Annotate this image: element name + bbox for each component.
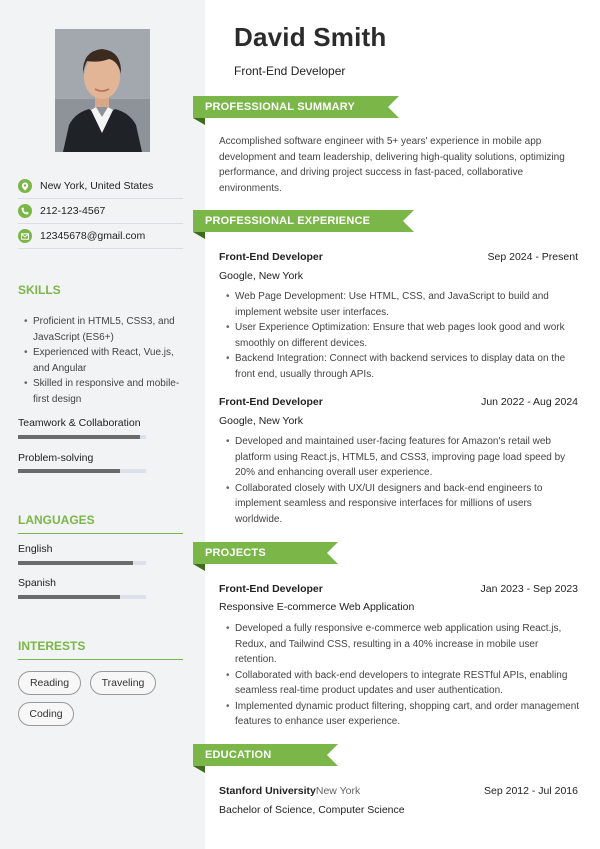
interest-tag: Coding xyxy=(18,702,74,726)
mail-icon xyxy=(18,229,32,243)
job-bullet: • User Experience Optimization: Ensure that web pages look good and work smoothly on different devices. xyxy=(226,320,581,351)
language-level-bar xyxy=(18,595,146,599)
interests-heading: INTERESTS xyxy=(18,639,183,660)
project-name: Responsive E-commerce Web Application xyxy=(219,601,415,613)
skill-item: • Experienced with React, Vue.js, and Angular xyxy=(24,345,184,376)
person-name: David Smith xyxy=(234,22,387,52)
interest-tag: Traveling xyxy=(90,671,156,695)
skill-level-label: Teamwork & Collaboration xyxy=(18,417,141,429)
language-label: English xyxy=(18,543,53,555)
school-location: New York xyxy=(315,785,361,797)
languages-heading: LANGUAGES xyxy=(18,513,183,534)
job-bullet: • Developed and maintained user-facing features for Amazon's retail web platform using React.js, HTML5, and CSS3, improving page load speed by 20% and enhancing overall user experience. xyxy=(226,434,581,481)
location-pin-icon xyxy=(18,179,32,193)
job-dates: Jun 2022 - Aug 2024 xyxy=(481,396,578,408)
job-role: Front-End Developer xyxy=(219,396,323,408)
language-level-bar xyxy=(18,561,146,565)
education-dates: Sep 2012 - Jul 2016 xyxy=(484,785,578,797)
profile-photo xyxy=(55,29,150,152)
contact-phone-text: 212-123-4567 xyxy=(40,205,106,217)
job-company: Google, New York xyxy=(219,270,304,282)
skills-list xyxy=(24,314,184,407)
ribbon-tail xyxy=(327,744,338,766)
job-bullets xyxy=(226,434,581,527)
job-company: Google, New York xyxy=(219,415,304,427)
job-header xyxy=(219,396,578,408)
job-bullet: • Collaborated closely with UX/UI designers and back-end engineers to implement seamless and responsive interfaces for millions of users worldwide. xyxy=(226,481,581,528)
job-bullets xyxy=(226,289,581,382)
ribbon-fold xyxy=(193,766,205,773)
contact-email xyxy=(18,224,183,249)
contact-phone xyxy=(18,199,183,224)
project-bullet: • Implemented dynamic product filtering, shopping cart, and order management features to enhance user experience. xyxy=(226,699,581,730)
sidebar xyxy=(0,0,205,849)
ribbon-tail xyxy=(327,542,338,564)
skill-level-fill xyxy=(18,469,120,473)
project-bullet: • Developed a fully responsive e-commerce web application using React.js, Redux, and Tailwind CSS, resulting in a 40% increase in mobile user retention. xyxy=(226,621,581,668)
language-level-fill xyxy=(18,595,120,599)
skill-item: • Proficient in HTML5, CSS3, and JavaScript (ES6+) xyxy=(24,314,184,345)
job-dates: Sep 2024 - Present xyxy=(487,251,578,263)
person-title: Front-End Developer xyxy=(234,64,346,78)
skill-level-bar xyxy=(18,435,146,439)
phone-icon xyxy=(18,204,32,218)
ribbon-tail xyxy=(403,210,414,232)
skills-heading: SKILLS xyxy=(18,283,61,297)
interest-tag: Reading xyxy=(18,671,81,695)
language-level-fill xyxy=(18,561,133,565)
contact-location-text: New York, United States xyxy=(40,180,154,192)
section-heading: EDUCATION xyxy=(193,744,327,766)
education-header xyxy=(219,785,578,797)
project-header xyxy=(219,583,578,595)
ribbon-fold xyxy=(193,564,205,571)
language-label: Spanish xyxy=(18,577,56,589)
summary-text: Accomplished software engineer with 5+ years' experience in mobile app development and team leadership, delivering high-quality solutions, optimizing performance, and driving project success in fast-paced, collaborative environments. xyxy=(219,136,565,194)
job-bullet: • Backend Integration: Connect with backend services to display data on the front end, usually through APIs. xyxy=(226,351,581,382)
skill-level-bar xyxy=(18,469,146,473)
job-header xyxy=(219,251,578,263)
job-bullet: • Web Page Development: Use HTML, CSS, and JavaScript to build and implement website user interfaces. xyxy=(226,289,581,320)
project-bullet: • Collaborated with back-end developers to integrate RESTful APIs, enabling seamless real-time product updates and user authentication. xyxy=(226,668,581,699)
project-role: Front-End Developer xyxy=(219,583,323,595)
skill-level-label: Problem-solving xyxy=(18,452,94,464)
section-heading: PROJECTS xyxy=(193,542,327,564)
ribbon-fold xyxy=(193,232,205,239)
school-name: Stanford University xyxy=(219,785,316,797)
ribbon-fold xyxy=(193,118,205,125)
section-heading: PROFESSIONAL SUMMARY xyxy=(193,96,388,118)
project-bullets xyxy=(226,621,581,730)
contact-email-text: 12345678@gmail.com xyxy=(40,230,146,242)
contact-location xyxy=(18,174,183,199)
ribbon-tail xyxy=(388,96,399,118)
skill-item: • Skilled in responsive and mobile-first design xyxy=(24,376,184,407)
section-heading: PROFESSIONAL EXPERIENCE xyxy=(193,210,403,232)
degree: Bachelor of Science, Computer Science xyxy=(219,804,405,816)
job-role: Front-End Developer xyxy=(219,251,323,263)
project-dates: Jan 2023 - Sep 2023 xyxy=(480,583,578,595)
skill-level-fill xyxy=(18,435,140,439)
